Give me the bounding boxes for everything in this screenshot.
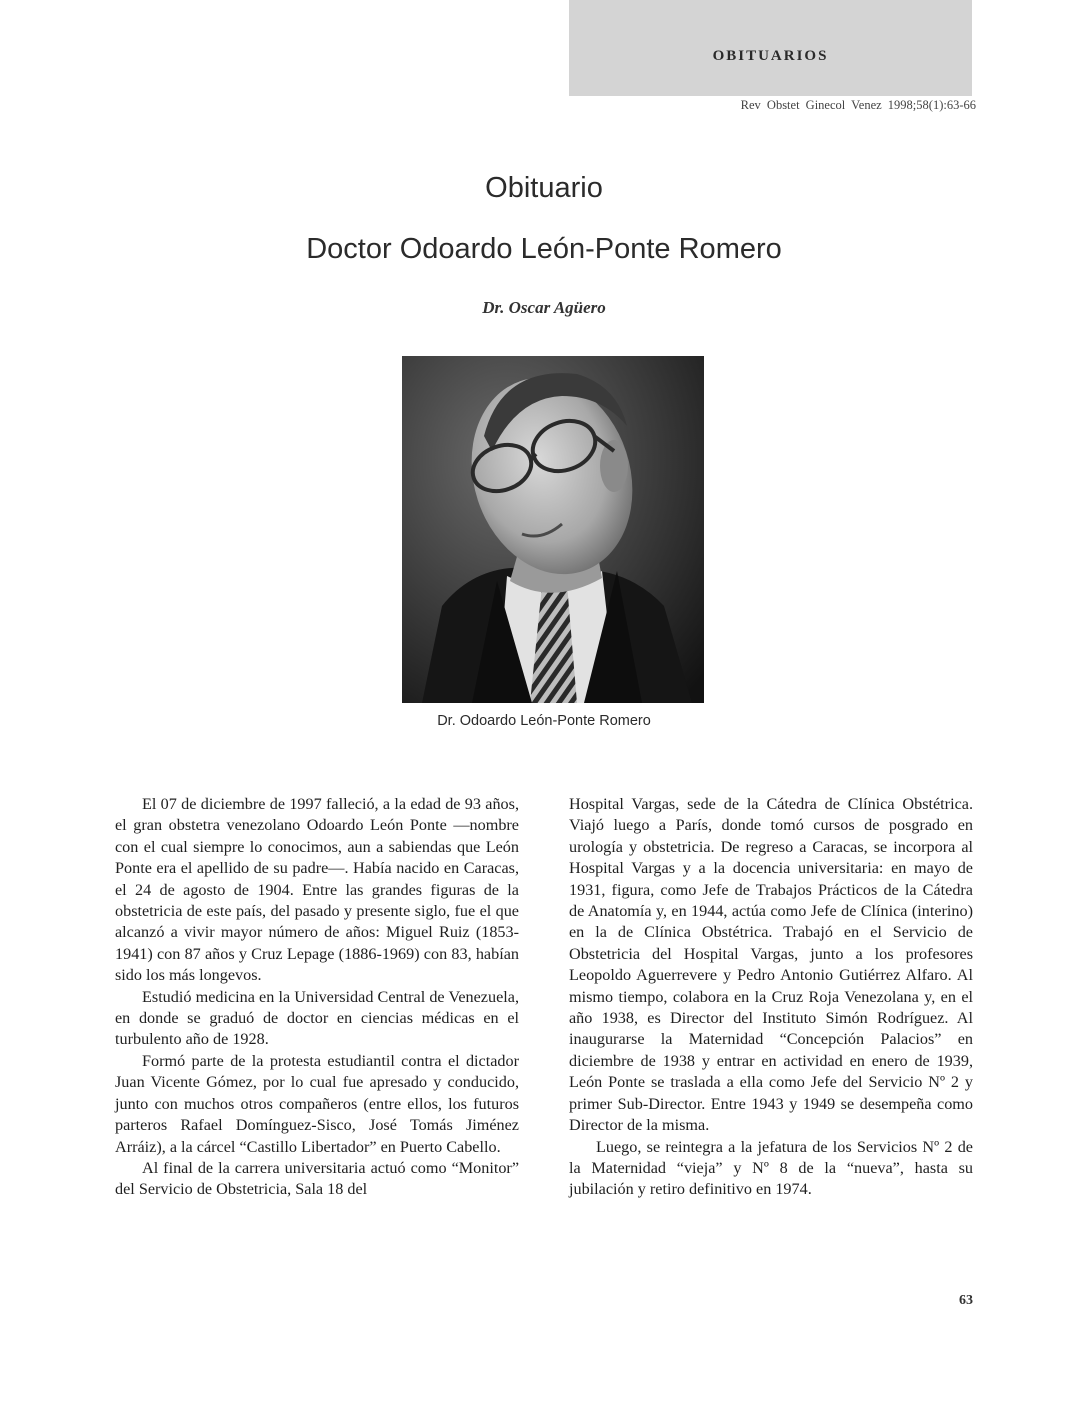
- article-title: Obituario: [485, 172, 603, 204]
- body-column-left: [115, 794, 519, 1201]
- portrait-photo: [402, 356, 704, 703]
- figure-caption: Dr. Odoardo León-Ponte Romero: [437, 713, 651, 729]
- body-paragraph: El 07 de diciembre de 1997 falleció, a la edad de 93 años, el gran obstetra venezolano Odoardo León Ponte —nombre con el cual siempre lo conocimos, aun a sabiendas que León Ponte era el apellido de su padre—. Había nacido en Caracas, el 24 de agosto de 1904. Entre las grandes figuras de la obstetricia de este país, del pasado y presente siglo, fue el que alcanzó a vivir mayor número de años: Miguel Ruiz (1853-1941) con 87 años y Cruz Lepage (1886-1969) con 83, habían sido los más longevos.: [115, 795, 519, 985]
- section-label: OBITUARIOS: [712, 48, 829, 64]
- page-number: 63: [959, 1293, 973, 1308]
- body-column-right: [569, 794, 973, 1201]
- journal-citation: Rev Obstet Ginecol Venez 1998;58(1):63-66: [740, 98, 976, 112]
- body-paragraph: Hospital Vargas, sede de la Cátedra de Clínica Obstétrica. Viajó luego a París, donde tomó cursos de posgrado en urología y obstetricia. De regreso a Caracas, se incorpora al Hospital Vargas y a la docencia universitaria: en mayo de 1931, figura, como Jefe de Trabajos Prácticos de la Cátedra de Anatomía y, en 1944, actúa como Jefe de Clínica (interino) en la de Clínica Obstétrica. Trabajó en el Servicio de Obstetricia del Hospital Vargas, junto a los profesores Leopoldo Aguerrevere y Pedro Antonio Gutiérrez Alfaro. Al mismo tiempo, colabora en la Cruz Roja Venezolana y, en el año 1938, es Director del Instituto Simón Rodríguez. Al inaugurarse la Maternidad “Concepción Palacios” en diciembre de 1938 y entrar en actividad en enero de 1939, León Ponte se traslada a ella como Jefe del Servicio Nº 2 y primer Sub-Director. Entre 1943 y 1949 se desempeña como Director de la misma.: [569, 795, 973, 1135]
- section-header-box: [569, 0, 972, 96]
- body-paragraph: Al final de la carrera universitaria actuó como “Monitor” del Servicio de Obstetricia, Sala 18 del: [115, 1158, 519, 1199]
- body-paragraph: Formó parte de la protesta estudiantil contra el dictador Juan Vicente Gómez, por lo cual fue apresado y conducido, junto con muchos otros compañeros (entre ellos, los futuros parteros Rafael Domínguez-Sisco, José Tomás Jiménez Arráiz), a la cárcel “Castillo Libertador” en Puerto Cabello.: [115, 1051, 519, 1156]
- body-paragraph: Luego, se reintegra a la jefatura de los Servicios Nº 2 de la Maternidad “vieja” y Nº 8 de la “nueva”, hasta su jubilación y retiro definitivo en 1974.: [569, 1137, 973, 1199]
- article-subtitle: Doctor Odoardo León-Ponte Romero: [306, 233, 782, 265]
- body-paragraph: Estudió medicina en la Universidad Central de Venezuela, en donde se graduó de doctor en ciencias médicas en el turbulento año de 1928.: [115, 987, 519, 1049]
- author-name: Dr. Oscar Agüero: [482, 298, 606, 317]
